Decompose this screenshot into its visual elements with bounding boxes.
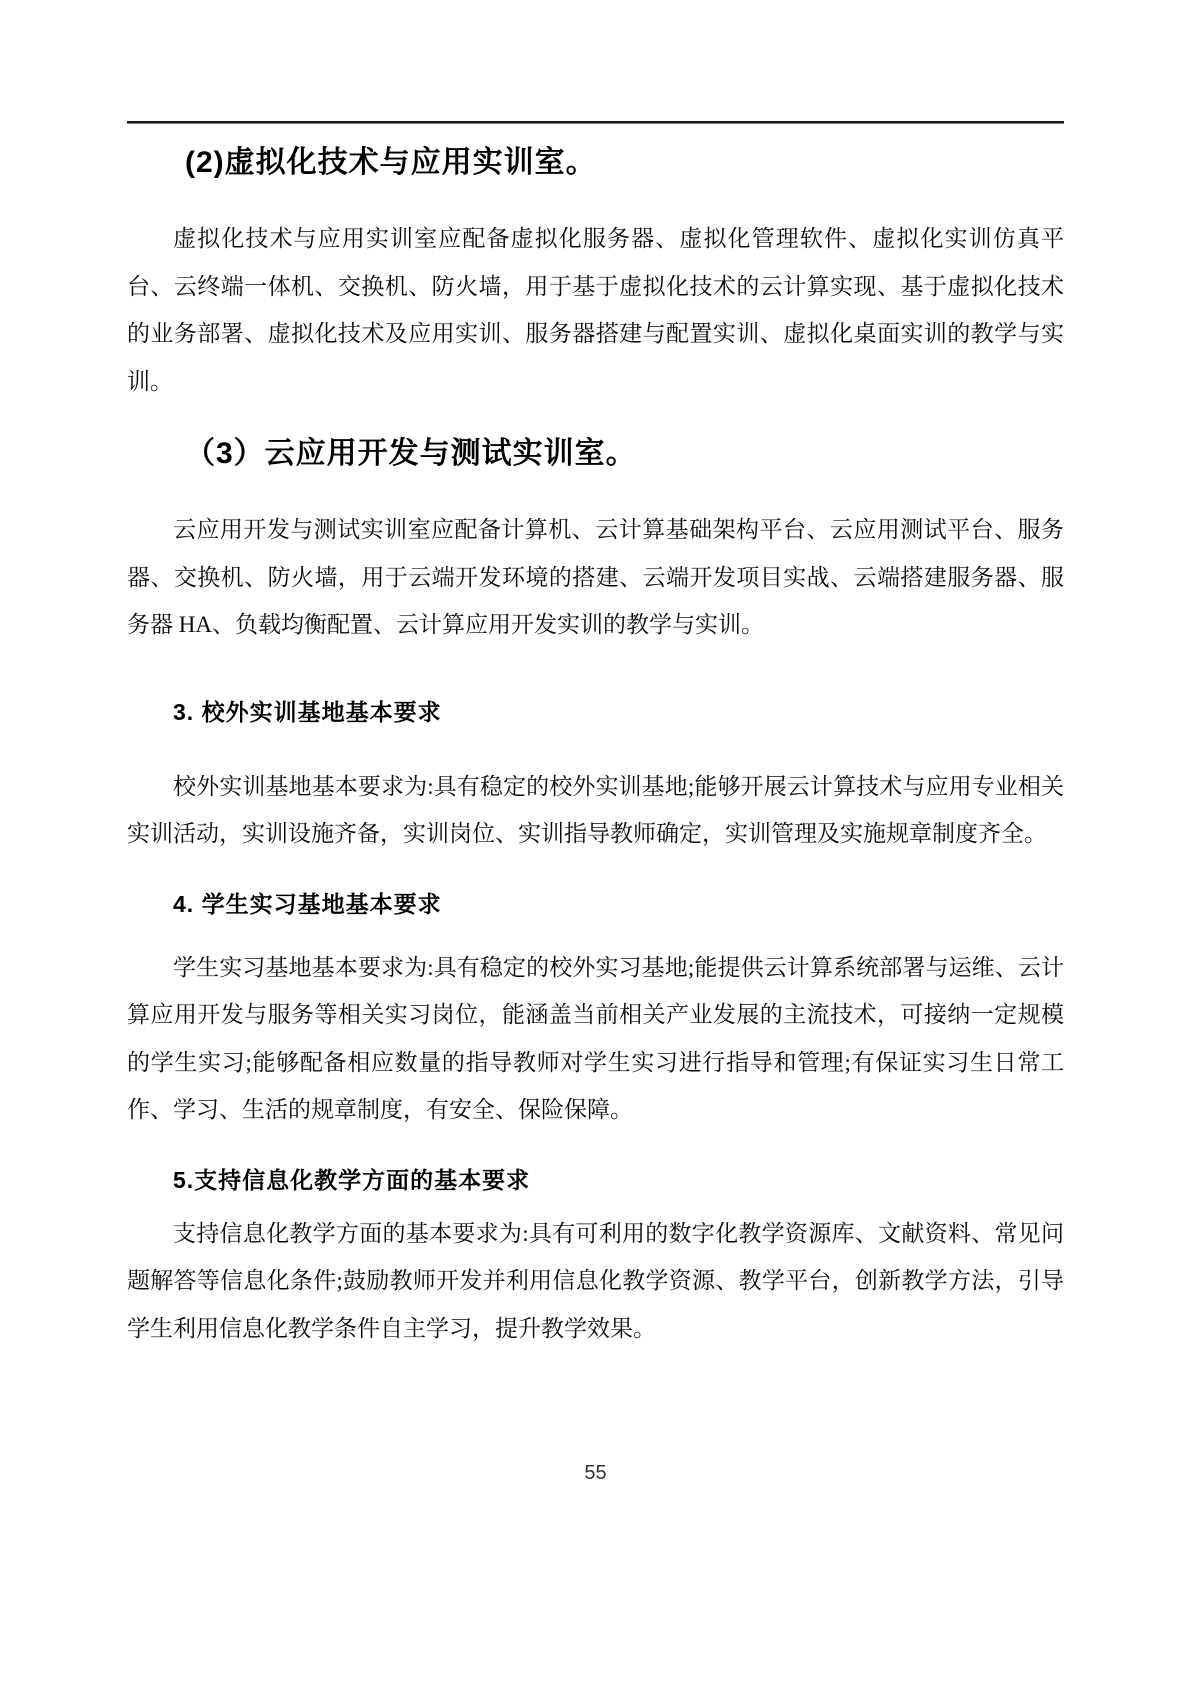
paragraph-virtualization-lab: 虚拟化技术与应用实训室应配备虚拟化服务器、虚拟化管理软件、虚拟化实训仿真平台、云终端一体机、交换机、防火墙，用于基于虚拟化技术的云计算实现、基于虚拟化技术的业务部署、虚拟化技术及应用实训、服务器搭建与配置实训、虚拟化桌面实训的教学与实训。 (127, 226, 1064, 394)
paragraph-student-internship-base: 学生实习基地基本要求为:具有稳定的校外实习基地;能提供云计算系统部署与运维、云计算应用开发与服务等相关实习岗位，能涵盖当前相关产业发展的主流技术，可接纳一定规模的学生实习;能够配备相应数量的指导教师对学生实习进行指导和管理;有保证实习生日常工作、学习、生活的规章制度，有安全、保险保障。 (127, 954, 1064, 1122)
heading-informatized-teaching: 5.支持信息化教学方面的基本要求 (173, 1166, 531, 1193)
heading-virtualization-lab: (2)虚拟化技术与应用实训室。 (185, 146, 597, 179)
page-content (0, 121, 1191, 1485)
header-rule (127, 121, 1064, 124)
paragraph-offcampus-training-base: 校外实训基地基本要求为:具有稳定的校外实训基地;能够开展云计算技术与应用专业相关实训活动，实训设施齐备，实训岗位、实训指导教师确定，实训管理及实施规章制度齐全。 (127, 773, 1064, 846)
heading-student-internship-base: 4. 学生实习基地基本要求 (173, 890, 442, 917)
heading-cloud-app-dev-lab: （3）云应用开发与测试实训室。 (185, 437, 637, 470)
paragraph-informatized-teaching: 支持信息化教学方面的基本要求为:具有可利用的数字化教学资源库、文献资料、常见问题解答等信息化条件;鼓励教师开发并利用信息化教学资源、教学平台，创新教学方法，引导学生利用信息化教学条件自主学习，提升教学效果。 (127, 1220, 1064, 1341)
page-number: 55 (584, 1462, 607, 1484)
heading-offcampus-training-base: 3. 校外实训基地基本要求 (173, 698, 442, 725)
paragraph-cloud-app-dev-lab: 云应用开发与测试实训室应配备计算机、云计算基础架构平台、云应用测试平台、服务器、交换机、防火墙，用于云端开发环境的搭建、云端开发项目实战、云端搭建服务器、服务器 HA、负载均衡配置、云计算应用开发实训的教学与实训。 (127, 517, 1064, 637)
